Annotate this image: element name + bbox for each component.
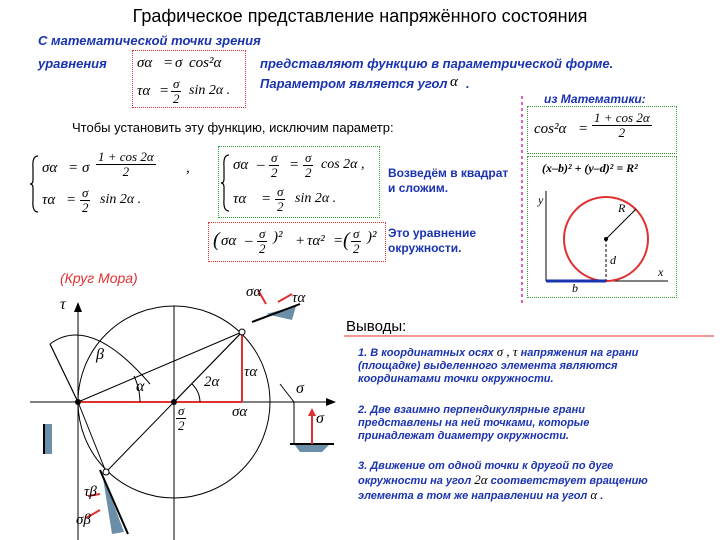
mohr-alpha: α xyxy=(136,378,145,395)
axis-x-label: x xyxy=(658,265,664,279)
sys1-ta: τα xyxy=(42,192,56,208)
eliminate-text: Чтобы установить эту функцию, исключим параметр: xyxy=(72,120,394,135)
eq1-cos2: cos²α xyxy=(189,55,222,71)
ce-rp2: )² xyxy=(367,229,377,245)
mohr-tau-axis: τ xyxy=(60,296,66,313)
brace-1 xyxy=(30,154,40,214)
sys2-frac3: $\frac{\sigma}{2}$ xyxy=(276,184,284,214)
intro-line2a: уравнения xyxy=(38,56,107,71)
mohr-half-sigma: $\frac{\sigma}{2}$ xyxy=(177,403,185,433)
conclusions-underline xyxy=(344,334,714,338)
mohr-tau-a: τα xyxy=(244,364,258,380)
ce-minus: – xyxy=(245,233,253,249)
sys2-cos: cos 2α , xyxy=(321,157,365,172)
eq1-sin: sin 2α . xyxy=(189,83,231,98)
equation-box-1 xyxy=(132,50,246,108)
mohr-tau-a-top: τα xyxy=(292,290,306,306)
sys1-frac2: $\frac{\sigma}{2}$ xyxy=(81,185,89,215)
mohr-circle-diagram xyxy=(30,284,350,540)
sys2-sin: sin 2α . xyxy=(295,191,337,206)
ce-plus: + xyxy=(295,233,306,249)
sys2-frac2: $\frac{\sigma}{2}$ xyxy=(304,150,312,180)
circle-graph xyxy=(528,157,676,297)
cos-identity-box xyxy=(527,106,677,154)
ce-eq: = xyxy=(333,233,344,249)
conclusion-3: 3. Движение от одной точки к другой по дуге окружности на угол 2α соответствует вращению элемента в том же направлении на угол α . xyxy=(358,460,648,502)
conclusion-1: 1. В координатных осях σ , τ напряжения на грани (площадке) выделенного элемента являются координатами точки окружности. xyxy=(358,344,639,385)
ce-sa: σα xyxy=(221,233,237,249)
mohr-two-alpha: 2α xyxy=(204,374,220,390)
intro-alpha: α xyxy=(450,74,458,90)
ce-lp: ( xyxy=(213,229,220,251)
radius-label: R xyxy=(618,201,626,215)
circle-graph-box xyxy=(527,156,677,298)
sys2-eq: = xyxy=(289,157,300,173)
intro-line1: С математической точки зрения xyxy=(38,33,261,48)
sys1-sin: sin 2α . xyxy=(100,192,142,207)
sys1-sa: σα xyxy=(42,160,58,176)
mohr-sigma-right: σ xyxy=(316,410,324,427)
sys2-eq2: = xyxy=(261,191,272,207)
intro-line3: Параметром является угол xyxy=(260,76,448,91)
eq1-frac: $\frac{\sigma}{2}$ xyxy=(172,76,180,106)
math-box-label: из Математики: xyxy=(544,92,646,106)
intro-dot: . xyxy=(466,76,470,91)
mohr-sigma-b: σβ xyxy=(76,512,91,528)
ce-ta2: τα² xyxy=(307,233,325,249)
sys1-eq2: = xyxy=(66,192,77,208)
system-2 xyxy=(218,146,380,218)
circle-equation: (x–b)² + (y–d)² = R² xyxy=(542,161,638,175)
cos-sq: cos²α xyxy=(534,121,567,137)
eq1-eq2: = xyxy=(159,83,170,99)
page-title: Графическое представление напряжённого состояния xyxy=(132,6,588,26)
system-1 xyxy=(30,150,200,216)
square-text: Возведём в квадрат и сложим. xyxy=(388,166,509,195)
eq1-sigma: σ xyxy=(175,55,183,71)
sys2-ta: τα xyxy=(233,191,247,207)
eq1-sigma-alpha: σα xyxy=(137,55,153,71)
cos-eq: = xyxy=(578,121,589,137)
circle-text: Это уравнение окружности. xyxy=(388,226,477,255)
sys1-frac: $\frac{1 + \cos 2\alpha}{2}$ xyxy=(98,149,154,179)
ce-frac: $\frac{\sigma}{2}$ xyxy=(258,226,266,256)
sys1-sigma: σ xyxy=(82,160,90,176)
ce-frac2: $\frac{\sigma}{2}$ xyxy=(352,226,360,256)
mohr-sigma-axis: σ xyxy=(296,380,304,397)
b-label: b xyxy=(572,281,578,295)
mohr-tau-b: τβ xyxy=(84,484,97,500)
conclusion-2: 2. Две взаимно перпендикулярные грани представлены на ней точками, которые принадлежат диаметру окружности. xyxy=(358,404,590,442)
axis-y-label: y xyxy=(538,193,544,207)
d-label: d xyxy=(610,253,616,267)
cos-frac: $\frac{1 + \cos 2\alpha}{2}$ xyxy=(594,110,650,140)
eq1-tau-alpha: τα xyxy=(137,83,151,99)
conclusions-heading: Выводы: xyxy=(346,318,407,335)
sys2-minus: – xyxy=(257,157,265,173)
mohr-title: (Круг Мора) xyxy=(60,270,138,286)
sys1-comma: , xyxy=(186,160,190,176)
eq1-eq: = xyxy=(163,55,174,71)
mohr-sigma-a-top: σα xyxy=(246,284,262,300)
ce-rp: )² xyxy=(273,229,283,245)
mohr-beta: β xyxy=(96,346,104,363)
intro-line2b: представляют функцию в параметрической форме. xyxy=(260,56,614,71)
ce-lp2: ( xyxy=(343,229,350,251)
sys1-eq: = xyxy=(68,160,79,176)
circle-equation-box xyxy=(208,222,386,262)
mohr-sigma-a: σα xyxy=(232,404,248,420)
sys2-frac: $\frac{\sigma}{2}$ xyxy=(270,150,278,180)
brace-2 xyxy=(221,153,231,213)
sys2-sa: σα xyxy=(233,157,249,173)
